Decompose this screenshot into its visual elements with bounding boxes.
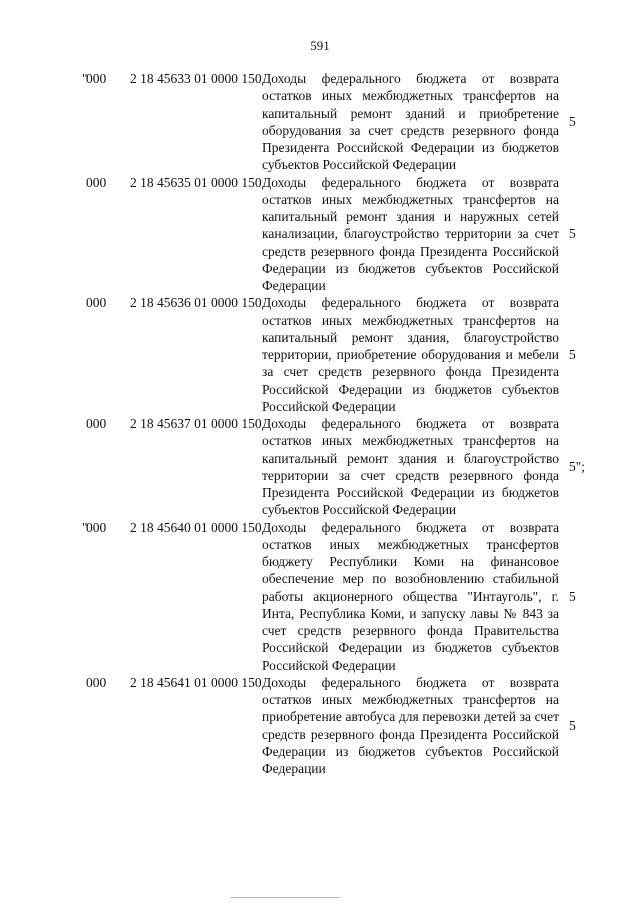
admin-code: 000 <box>86 416 107 431</box>
table-row <box>0 415 640 519</box>
admin-code-cell <box>0 519 107 536</box>
admin-code: 000 <box>86 174 107 190</box>
revenue-name: Доходы федерального бюджета от возврата остатков иных межбюджетных трансфертов на капитальный ремонт здания, благоустройство территории, приобретение оборудования и мебели за счет средств резервного фонда Президента Российской Федерации из бюджетов субъектов Российской Федерации <box>262 295 559 414</box>
admin-code-cell <box>0 174 107 191</box>
budget-classification-code: 2 18 45633 01 0000 150 <box>130 71 262 86</box>
scan-edge-mark <box>230 897 340 898</box>
admin-code-cell <box>0 70 107 87</box>
budget-classification-code: 2 18 45636 01 0000 150 <box>130 295 262 311</box>
table-row <box>0 70 640 174</box>
budget-level-norm: 5 <box>569 588 576 604</box>
admin-code: 000 <box>86 71 107 86</box>
table-row <box>0 294 640 415</box>
budget-classification-code: 2 18 45640 01 0000 150 <box>130 519 262 535</box>
opening-quote: " <box>82 519 88 535</box>
budget-level-norm: 5 <box>569 347 576 362</box>
revenue-name: Доходы федерального бюджета от возврата остатков иных межбюджетных трансфертов на капитальный ремонт здания и благоустройство территории за счет средств резервного фонда Президента Российской Федерации из бюджетов субъектов Российской Федерации <box>262 416 559 518</box>
revenue-name: Доходы федерального бюджета от возврата остатков иных межбюджетных трансфертов бюджету Республики Коми на финансовое обеспечение мер по возобновлению стабильной работы акционерного общества "Интауголь", г. Инта, Республика Коми, и запуску лавы № 843 за счет средств резервного фонда Правительства Российской Федерации из бюджетов субъектов Российской Федерации <box>262 519 559 673</box>
admin-code: 000 <box>86 295 107 311</box>
budget-level-norm: 5 <box>569 226 576 242</box>
budget-level-norm: 5"; <box>569 459 586 475</box>
page-number: 591 <box>310 38 330 53</box>
revenue-name: Доходы федерального бюджета от возврата остатков иных межбюджетных трансфертов на приобретение автобуса для перевозки детей за счет средств резервного фонда Президента Российской Федерации из бюджетов субъектов Российской Федерации <box>262 674 559 776</box>
admin-code-cell <box>0 294 107 311</box>
table-row <box>0 674 640 778</box>
table-row <box>0 519 640 674</box>
revenue-name: Доходы федерального бюджета от возврата остатков иных межбюджетных трансфертов на капитальный ремонт здания и наружных сетей канализации, благоустройство территории за счет средств резервного фонда Президента Российской Федерации из бюджетов субъектов Российской Федерации <box>262 174 559 293</box>
opening-quote: " <box>82 71 88 86</box>
table-row <box>0 174 640 295</box>
admin-code-cell <box>0 415 107 432</box>
admin-code: 000 <box>86 519 107 535</box>
revenue-name: Доходы федерального бюджета от возврата остатков иных межбюджетных трансфертов на капитальный ремонт зданий и приобретение оборудования за счет средств резервного фонда Президента Российской Федерации из бюджетов субъектов Российской Федерации <box>262 71 559 173</box>
budget-classification-code: 2 18 45641 01 0000 150 <box>130 674 262 690</box>
budget-classification-code: 2 18 45635 01 0000 150 <box>130 174 262 190</box>
admin-code-cell <box>0 674 107 691</box>
budget-level-norm: 5 <box>569 717 576 733</box>
revenue-codes-table <box>0 70 640 777</box>
admin-code: 000 <box>86 674 107 690</box>
budget-level-norm: 5 <box>569 114 576 130</box>
budget-classification-code: 2 18 45637 01 0000 150 <box>130 416 262 431</box>
